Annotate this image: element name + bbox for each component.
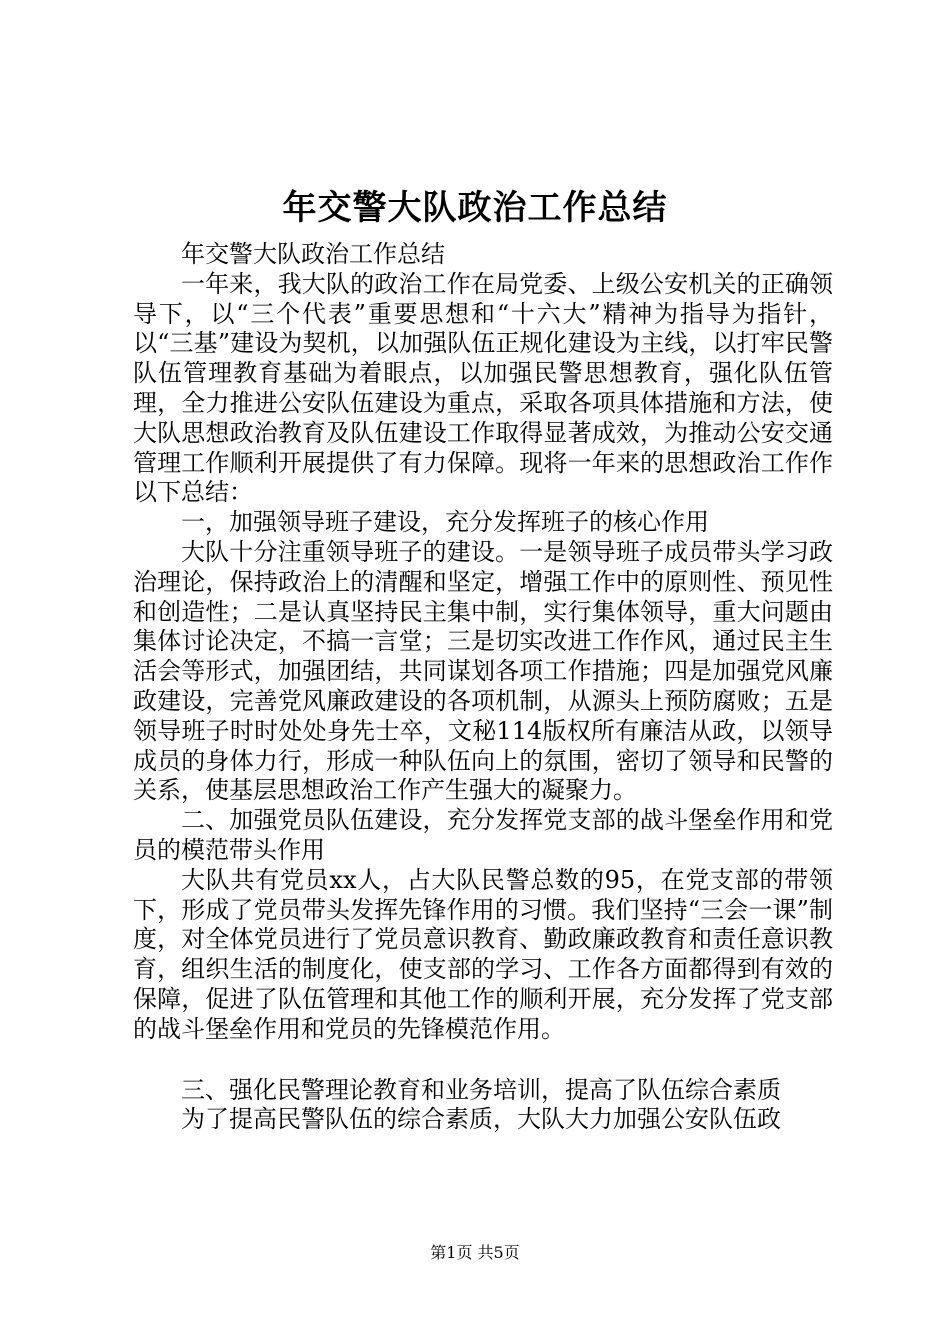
section-heading-2: 二、加强党员队伍建设，充分发挥党支部的战斗堡垒作用和党员的模范带头作用 (133, 806, 833, 864)
page-number-footer: 第1页 共5页 (430, 1243, 520, 1262)
paragraph-section-3: 为了提高民警队伍的综合素质，大队大力加强公安队伍政 (181, 1105, 781, 1134)
paragraph-heading-repeat: 年交警大队政治工作总结 (181, 240, 445, 268)
document-title: 年交警大队政治工作总结 (282, 188, 668, 228)
section-heading-3: 三、强化民警理论教育和业务培训，提高了队伍综合素质 (181, 1075, 781, 1104)
paragraph-section-2: 大队共有党员xx人，占大队民警总数的95，在党支部的带领下，形成了党员带头发挥先锋作用的习惯。我们坚持“三会一课”制度，对全体党员进行了党员意识教育、勤政廉政教育和责任意识教育，组织生活的制度化，使支部的学习、工作各方面都得到有效的保障，促进了队伍管理和其他工作的顺利开展，充分发挥了党支部的战斗堡垒作用和党员的先锋模范作用。 (133, 865, 833, 1043)
paragraph-intro: 一年来，我大队的政治工作在局党委、上级公安机关的正确领导下，以“三个代表”重要思想和“十六大”精神为指导为指针，以“三基”建设为契机，以加强队伍正规化建设为主线，以打牢民警队伍管理教育基础为着眼点，以加强民警思想教育，强化队伍管理，全力推进公安队伍建设为重点，采取各项具体措施和方法，使大队思想政治教育及队伍建设工作取得显著成效，为推动公安交通管理工作顺利开展提供了有力保障。现将一年来的思想政治工作作以下总结： (133, 269, 833, 507)
paragraph-section-1: 大队十分注重领导班子的建设。一是领导班子成员带头学习政治理论，保持政治上的清醒和坚定，增强工作中的原则性、预见性和创造性；二是认真坚持民主集中制，实行集体领导，重大问题由集体讨论决定，不搞一言堂；三是切实改进工作作风，通过民主生活会等形式，加强团结，共同谋划各项工作措施；四是加强党风廉政建设，完善党风廉政建设的各项机制，从源头上预防腐败；五是领导班子时时处处身先士卒，文秘114版权所有廉洁从政，以领导成员的身体力行，形成一种队伍向上的氛围，密切了领导和民警的关系，使基层思想政治工作产生强大的凝聚力。 (133, 537, 833, 805)
section-heading-1: 一，加强领导班子建设，充分发挥班子的核心作用 (181, 508, 709, 537)
document-body (133, 240, 833, 1135)
